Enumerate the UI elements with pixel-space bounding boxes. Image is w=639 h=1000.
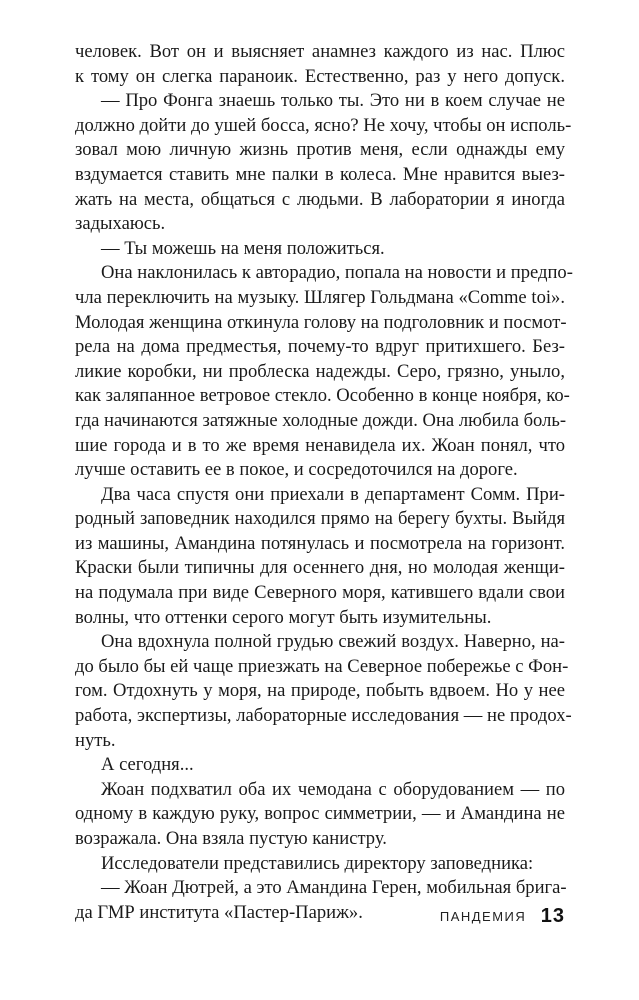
text-line: Молодая женщина откинула голову на подголовник и посмот- — [75, 311, 567, 333]
text-line: чла переключить на музыку. Шлягер Гольдмана «Comme toi». — [75, 286, 565, 308]
text-line: родный заповедник находился прямо на берегу бухты. Выйдя — [75, 508, 565, 530]
text-line: из машины, Амандина потянулась и посмотрела на горизонт. — [75, 532, 565, 554]
text-line: жать на места, общаться с людьми. В лаборатории я иногда — [75, 188, 565, 210]
text-line: — Про Фонга знаешь только ты. Это ни в коем случае не — [101, 90, 565, 112]
text-line: как заляпанное ветровое стекло. Особенно в конце ноября, ко- — [75, 385, 570, 407]
page-number: 13 — [540, 905, 565, 927]
text-line: ликие коробки, ни проблеска надежды. Серо, грязно, уныло, — [75, 360, 565, 382]
text-line: до было бы ей чаще приезжать на Северное побережье с Фон- — [75, 655, 569, 677]
text-line: на подумала при виде Северного моря, катившего вдали свои — [75, 582, 565, 604]
text-line: одному в каждую руку, вопрос симметрии, — и Амандина не — [75, 803, 565, 825]
text-line: задыхаюсь. — [75, 213, 166, 235]
text-line: лучше оставить ее в покое, и сосредоточился на дороге. — [75, 459, 518, 481]
text-line: Жоан подхватил оба их чемодана с оборудованием — по — [101, 778, 565, 800]
text-line: вздумается ставить мне палки в колеса. Мне нравится выез- — [75, 163, 565, 185]
text-line: гом. Отдохнуть у моря, на природе, побыть вдвоем. Но у нее — [75, 680, 565, 702]
text-line: должно дойти до ушей босса, ясно? Не хочу, чтобы он исполь- — [75, 114, 572, 136]
text-line: — Ты можешь на меня положиться. — [101, 237, 385, 259]
text-line: Краски были типичны для осеннего дня, но молодая женщи- — [75, 557, 565, 579]
text-line: человек. Вот он и выясняет анамнез каждого из нас. Плюс — [75, 41, 565, 62]
text-line: нуть. — [75, 729, 116, 751]
text-line: Она наклонилась к авторадио, попала на новости и предпо- — [101, 262, 573, 284]
text-line: волны, что оттенки серого могут быть изумительны. — [75, 606, 492, 628]
page-footer — [0, 905, 565, 928]
text-line: шие города и в то же время ненавидела их. Жоан понял, что — [75, 434, 565, 456]
text-line: да ГМР института «Пастер-Париж». — [75, 901, 363, 923]
text-line: к тому он слегка параноик. Естественно, раз у него допуск. — [75, 65, 565, 87]
text-line: гда начинаются затяжные холодные дожди. Она любила боль- — [75, 409, 567, 431]
text-line: Исследователи представились директору заповедника: — [101, 852, 534, 874]
text-line: зовал мою личную жизнь против меня, если однажды ему — [75, 139, 565, 161]
running-title: ПАНДЕМИЯ — [439, 909, 527, 924]
text-line: Два часа спустя они приехали в департамент Сомм. При- — [101, 483, 565, 505]
text-line: Она вдохнула полной грудью свежий воздух. Наверно, на- — [101, 631, 565, 653]
text-line: рела на дома предместья, почему-то вдруг притихшего. Без- — [75, 336, 565, 358]
text-line: работа, экспертизы, лабораторные исследования — не продох- — [75, 705, 572, 727]
text-line: А сегодня... — [101, 754, 194, 776]
body-text — [75, 40, 573, 925]
text-line: — Жоан Дютрей, а это Амандина Герен, мобильная брига- — [101, 877, 567, 899]
text-line: возражала. Она взяла пустую канистру. — [75, 828, 387, 849]
